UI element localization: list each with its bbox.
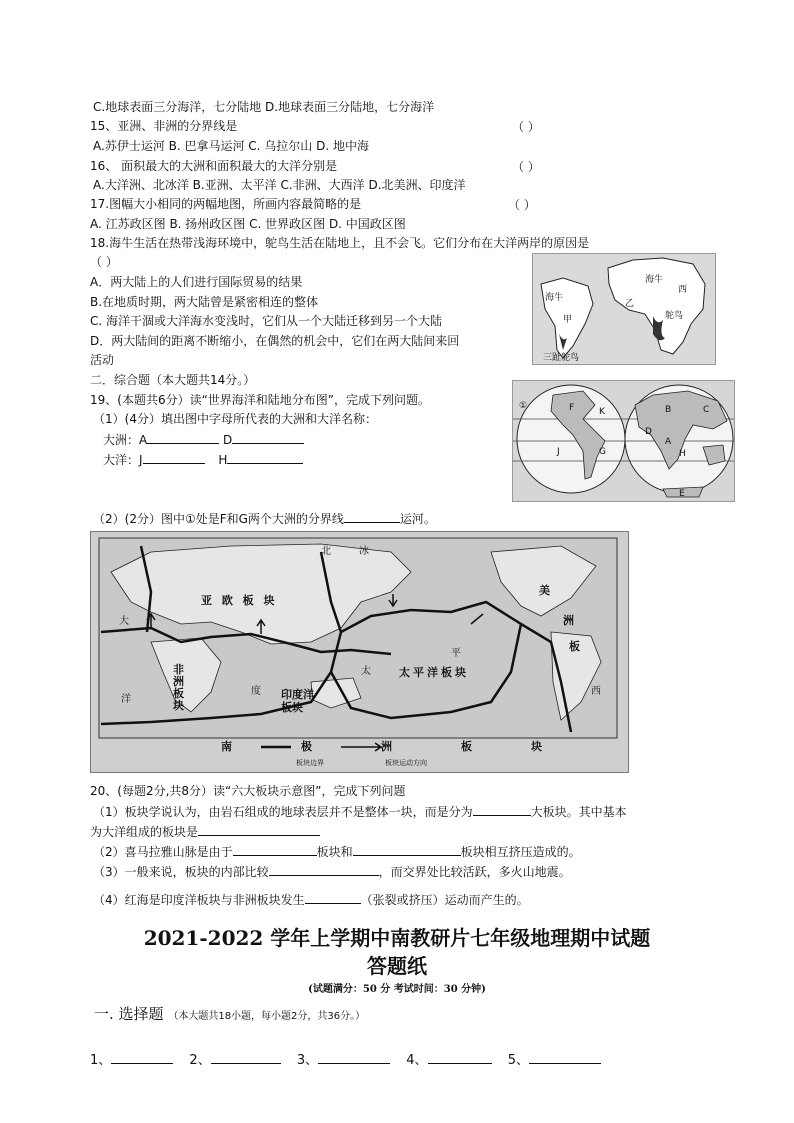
pacific-plate-label: 太平洋板块 — [399, 666, 469, 679]
american-label-2: 洲 — [563, 614, 577, 627]
q15-answer-paren: （ ） — [512, 120, 540, 134]
q19-part2-text: （2）(2分）图中①处是F和G两个大洲的分界线 — [93, 512, 344, 526]
legend-motion-label: 板块运动方向 — [385, 759, 427, 767]
q18-answer-paren: （ ） — [90, 255, 118, 269]
section-1-note: （本大题共18小题，每小题2分，共36分。） — [168, 1011, 366, 1022]
q19-part1: （1）(4分）填出图中字母所代表的大洲和大洋名称： — [93, 412, 377, 426]
american-label-3: 板 — [569, 640, 583, 653]
answer-sheet-meta: (试题满分：50 分 考试时间：30 分钟) — [308, 984, 486, 995]
q18-option-a: A．两大陆上的人们进行国际贸易的结果 — [90, 275, 303, 289]
q20-part1-cont-text: 为大洋组成的板块是 — [90, 825, 199, 839]
ocean-label-du: 度 — [251, 686, 261, 697]
q18-option-d: D．两大陆间的距离不断缩小，在偶然的机会中，它们在两大陆间来回 — [90, 334, 460, 348]
animal-map-drawing — [533, 254, 715, 364]
answer-blank-3[interactable] — [318, 1051, 390, 1064]
manatee-label-east: 海牛 — [645, 275, 664, 285]
answer-num-5: 5、 — [507, 1053, 529, 1068]
answer-blank-4[interactable] — [428, 1051, 492, 1064]
american-label-1: 美 — [539, 584, 553, 597]
q20-interior-blank[interactable] — [269, 863, 379, 876]
answer-sheet-title: 2021-2022 学年上学期中南教研片七年级地理期中试题 — [143, 926, 651, 950]
label-G: G — [599, 447, 606, 457]
indian-plate-label: 印度洋 板块 — [281, 688, 314, 714]
q20-part4-suffix: （张裂或挤压）运动而产生的。 — [360, 893, 529, 907]
section-2-heading: 二．综合题（本大题共14分。） — [90, 373, 256, 387]
q20-plate-b-blank[interactable] — [353, 843, 461, 856]
q20-part3 — [93, 863, 571, 880]
q19-canal-blank[interactable] — [344, 510, 400, 523]
label-H: H — [679, 449, 686, 459]
ostrich-label: 鸵鸟 — [665, 311, 684, 321]
answer-num-2: 2、 — [189, 1053, 211, 1068]
antarctic-label-1: 南 — [221, 740, 235, 753]
antarctic-label-5: 块 — [531, 740, 545, 753]
label-B: B — [665, 405, 672, 415]
q19-ocean-j-label: 大洋：J — [103, 453, 143, 467]
q14-options-cd: C.地球表面三分海洋，七分陆地 D.地球表面三分陆地，七分海洋 — [93, 100, 435, 114]
q20-part4 — [93, 891, 529, 908]
world-hemispheres-map — [512, 380, 735, 502]
ocean-label-tai: 太 — [361, 666, 371, 677]
ocean-label-da: 大 — [119, 616, 129, 627]
label-E: E — [679, 489, 685, 499]
marker-1: ① — [519, 401, 528, 411]
q20-part1-cont — [90, 823, 320, 840]
label-jia: 甲 — [563, 315, 573, 325]
answer-num-1: 1、 — [90, 1053, 112, 1068]
q20-ocean-plate-blank[interactable] — [198, 823, 320, 836]
q19-ocean-row — [103, 451, 303, 468]
label-J: J — [557, 447, 560, 457]
q18-option-d-cont: 活动 — [90, 353, 115, 367]
q18-option-b: B.在地质时期，两大陆曾是紧密相连的整体 — [90, 295, 319, 309]
answer-num-4: 4、 — [406, 1053, 428, 1068]
q20-plate-a-blank[interactable] — [233, 843, 317, 856]
q20-motion-blank[interactable] — [305, 891, 361, 904]
answer-row-1 — [90, 1051, 601, 1069]
q20-part1 — [93, 803, 627, 820]
q19-continent-a-label: 大洲：A — [103, 433, 148, 447]
q20-part2-text: （2）喜马拉雅山脉是由于 — [93, 845, 233, 859]
manatee-label-west: 海牛 — [545, 293, 564, 303]
ocean-label-yang: 洋 — [121, 694, 131, 705]
q19-ocean-h-label: H — [218, 453, 228, 467]
q15-stem: 15、亚洲、非洲的分界线是 — [90, 119, 238, 133]
q19-part2 — [93, 510, 436, 527]
section-1-heading — [94, 1004, 365, 1027]
label-west: 西 — [678, 285, 688, 295]
q18-stem: 18.海牛生活在热带浅海环境中，鸵鸟生活在陆地上，且不会飞。它们分布在大洋两岸的原因是 — [90, 236, 590, 250]
ocean-label-xi: 西 — [591, 686, 601, 697]
q20-part4-text: （4）红海是印度洋板块与非洲板块发生 — [93, 893, 305, 907]
ocean-label-bing: 冰 — [359, 546, 369, 557]
q15-options: A.苏伊士运河 B. 巴拿马运河 C. 乌拉尔山 D. 地中海 — [93, 139, 369, 153]
q19-answer-j-blank[interactable] — [143, 451, 205, 464]
label-F: F — [569, 403, 575, 413]
label-C: C — [703, 405, 710, 415]
q20-part1-text: （1）板块学说认为，由岩石组成的地球表层并不是整体一块，而是分为 — [93, 805, 473, 819]
q20-part2-mid: 板块和 — [316, 845, 353, 859]
q17-stem: 17.图幅大小相同的两幅地图，所画内容最简略的是 — [90, 197, 362, 211]
rhea-label: 三趾鸵鸟 — [543, 353, 580, 363]
label-yi: 乙 — [625, 299, 635, 309]
q19-continent-row — [103, 431, 304, 448]
q19-answer-h-blank[interactable] — [227, 451, 303, 464]
answer-sheet-subtitle: 答题纸 — [367, 954, 427, 978]
animal-distribution-map — [532, 253, 716, 365]
q17-options: A. 江苏政区图 B. 扬州政区图 C. 世界政区图 D. 中国政区图 — [90, 217, 406, 231]
section-1-label: 一. 选择题 — [94, 1005, 164, 1023]
q19-answer-a-blank[interactable] — [147, 431, 219, 444]
q19-continent-d-label: D — [223, 433, 233, 447]
q18-option-c: C. 海洋干涸或大洋海水变浅时，它们从一个大陆迁移到另一个大陆 — [90, 314, 443, 328]
answer-blank-2[interactable] — [211, 1051, 281, 1064]
label-A: A — [665, 437, 672, 447]
q19-stem: 19、(本题共6分）读“世界海洋和陆地分布图”，完成下列问题。 — [90, 393, 431, 407]
q20-stem: 20、(每题2分,共8分）读“六大板块示意图”，完成下列问题 — [90, 784, 406, 798]
six-plates-map — [90, 531, 629, 773]
q16-stem: 16、 面积最大的大洲和面积最大的大洋分别是 — [90, 159, 338, 173]
q17-answer-paren: （ ） — [508, 198, 536, 212]
ocean-label-bei: 北 — [321, 546, 331, 557]
q20-part3-suffix: ，而交界处比较活跃，多火山地震。 — [378, 865, 571, 879]
answer-num-3: 3、 — [296, 1053, 319, 1068]
plates-drawing — [91, 532, 628, 772]
hemispheres-drawing — [513, 381, 734, 501]
q16-answer-paren: （ ） — [512, 160, 540, 174]
q16-options: A.大洋洲、北冰洋 B.亚洲、太平洋 C.非洲、大西洋 D.北美洲、印度洋 — [93, 178, 466, 192]
antarctic-label-4: 板 — [461, 740, 475, 753]
label-K: K — [599, 407, 605, 417]
eurasian-plate-label: 亚 欧 板 块 — [201, 594, 278, 607]
antarctic-label-2: 极 — [301, 740, 315, 753]
q20-part2-suffix: 板块相互挤压造成的。 — [460, 845, 581, 859]
label-D: D — [645, 427, 652, 437]
q20-part1-suffix: 大板块。其中基本 — [530, 805, 627, 819]
q20-part3-text: （3）一般来说，板块的内部比较 — [93, 865, 269, 879]
q20-plates-count-blank[interactable] — [473, 803, 531, 816]
answer-blank-5[interactable] — [529, 1051, 601, 1064]
ocean-label-ping: 平 — [451, 648, 461, 659]
legend-boundary-label: 板块边界 — [296, 759, 324, 767]
q19-part2-suffix: 运河。 — [399, 512, 436, 526]
antarctic-label-3: 洲 — [381, 740, 395, 753]
q20-part2 — [93, 843, 581, 860]
african-plate-label: 非 洲 板 块 — [173, 663, 187, 712]
answer-blank-1[interactable] — [111, 1051, 173, 1064]
q19-answer-d-blank[interactable] — [232, 431, 304, 444]
